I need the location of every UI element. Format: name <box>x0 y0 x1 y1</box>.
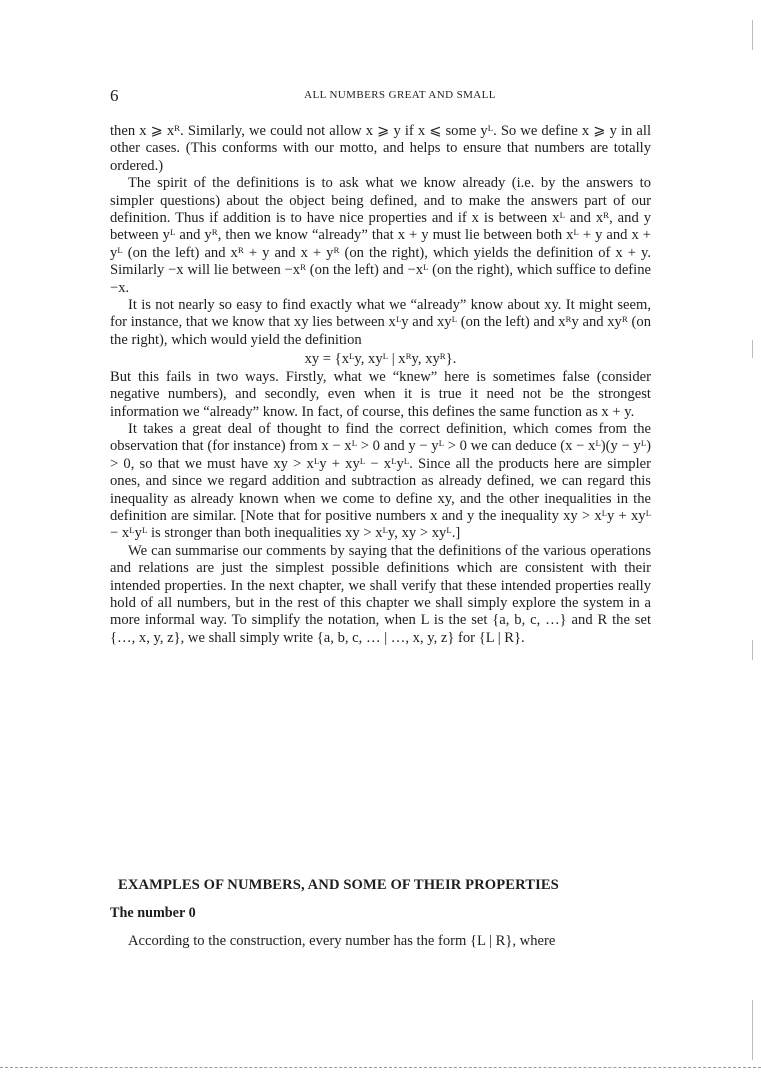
running-head: ALL NUMBERS GREAT AND SMALL <box>304 89 496 101</box>
display-equation: xy = {xᴸy, xyᴸ | xᴿy, xyᴿ}. <box>304 351 457 368</box>
paragraph: then x ⩾ xᴿ. Similarly, we could not allow x ⩾ y if x ⩽ some yᴸ. So we define x ⩾ y in all other cases. (This conforms with our motto, and helps to ensure that numbers are totally ordered.) <box>110 123 651 174</box>
scan-edge-mark <box>752 340 753 358</box>
section-heading: EXAMPLES OF NUMBERS, AND SOME OF THEIR PROPERTIES <box>118 877 559 893</box>
subsection-heading: The number 0 <box>110 905 196 921</box>
paragraph: The spirit of the definitions is to ask what we know already (i.e. by the answers to simpler questions) about the object being defined, and to make the answers part of our definition. Thus if addition is to have nice properties and if x is between xᴸ and xᴿ, and y between yᴸ and yᴿ, then we know “already” that x + y must lie between both xᴸ + y and x + yᴸ (on the left) and xᴿ + y and x + yᴿ (on the right), which yields the definition of x + y. Similarly −x will lie between −xᴿ (on the left) and −xᴸ (on the right), which suffice to define −x. <box>110 175 651 296</box>
body-text <box>110 123 651 647</box>
scan-bottom-edge <box>0 1067 761 1068</box>
paragraph: It takes a great deal of thought to find the correct definition, which comes from the observation that (for instance) from x − xᴸ > 0 and y − yᴸ > 0 we can deduce (x − xᴸ)(y − yᴸ) > 0, so that we must have xy > xᴸy + xyᴸ − xᴸyᴸ. Since all the products here are simpler ones, and since we regard addition and subtraction as already defined, we can regard this inequality as already known when we come to define xy, and the other inequalities in the definition are similar. [Note that for positive numbers x and y the inequality xy > xᴸy + xyᴸ − xᴸyᴸ is stronger than both inequalities xy > xᴸy, xy > xyᴸ.] <box>110 420 651 542</box>
scan-edge-mark <box>752 1000 753 1060</box>
paragraph: It is not nearly so easy to find exactly what we “already” know about xy. It might seem, for instance, that we know that xy lies between xᴸy and xyᴸ (on the left) and xᴿy and xyᴿ (on the right), which would yield the definition <box>110 297 651 348</box>
paragraph: According to the construction, every number has the form {L | R}, where <box>128 933 556 949</box>
scan-edge-mark <box>752 20 753 50</box>
paragraph: We can summarise our comments by saying that the definitions of the various operations and relations are just the simplest possible definitions which are consistent with their intended properties. In the next chapter, we shall verify that these intended properties really hold of all numbers, but in the rest of this chapter we shall simply explore the system in a more informal way. To simplify the notation, when L is the set {a, b, c, …} and R the set {…, x, y, z}, we shall simply write {a, b, c, … | …, x, y, z} for {L | R}. <box>110 542 651 646</box>
scan-edge-mark <box>752 640 753 660</box>
paragraph: But this fails in two ways. Firstly, what we “knew” here is sometimes false (consider negative numbers), and secondly, even when it is true it need not be the strongest information we “already” know. In fact, of course, this defines the same function as x + y. <box>110 368 651 420</box>
page-header <box>110 86 650 106</box>
page-number: 6 <box>110 86 119 105</box>
